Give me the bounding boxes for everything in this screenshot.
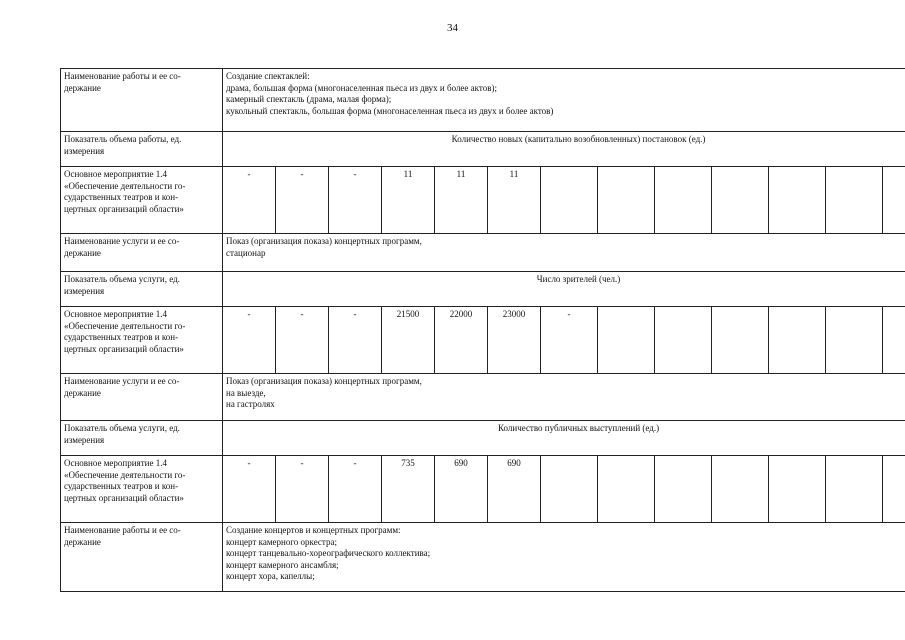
value-cell: 735: [382, 456, 435, 523]
value-cell: [598, 307, 655, 374]
value-cell: -: [223, 456, 276, 523]
name-label-cell: [61, 374, 223, 421]
value-cell: [826, 307, 883, 374]
activity-label-cell-line: «Обеспечение деятельности го-: [64, 320, 186, 331]
value-cell: 11: [382, 167, 435, 234]
table-row: [61, 456, 905, 523]
value-cell: [712, 307, 769, 374]
name-content-cell-line: концерт камерного ансамбля;: [226, 559, 339, 570]
activity-label-cell-line: цертных организаций области»: [64, 203, 184, 214]
indicator-label-cell-line: Показатель объема услуги, ед.: [64, 274, 180, 284]
value-cell: -: [223, 307, 276, 374]
table-row: [61, 272, 905, 307]
indicator-value-cell: Количество новых (капитально возобновленных) постановок (ед.): [223, 132, 905, 167]
value-cell: [655, 307, 712, 374]
value-cell: -: [276, 456, 329, 523]
value-cell: [712, 456, 769, 523]
indicator-value-cell: Количество публичных выступлений (ед.): [223, 421, 905, 456]
name-content-cell-line: камерный спектакль (драма, малая форма);: [226, 94, 392, 104]
name-content-cell-line: концерт хора, капеллы;: [226, 571, 315, 581]
name-content-cell-line: на выезде,: [226, 387, 266, 398]
value-cell: [826, 456, 883, 523]
activity-label-cell: [61, 307, 223, 374]
name-content-cell-line: стационар: [226, 247, 266, 258]
value-cell: -: [276, 167, 329, 234]
indicator-label-cell-line: Показатель объема работы, ед.: [64, 134, 182, 144]
value-cell: [883, 456, 905, 523]
name-content-cell: [223, 374, 905, 421]
value-cell: [598, 167, 655, 234]
table-row: [61, 69, 905, 132]
table-body: [61, 69, 905, 592]
value-cell: [655, 456, 712, 523]
value-cell: 21500: [382, 307, 435, 374]
activity-label-cell-line: «Обеспечение деятельности го-: [64, 469, 186, 480]
value-cell: [598, 456, 655, 523]
value-cell: [541, 167, 598, 234]
activity-label-cell-line: Основное мероприятие 1.4: [64, 309, 167, 319]
activity-label-cell-line: цертных организаций области»: [64, 492, 184, 503]
name-label-cell-line: держание: [64, 82, 101, 93]
activity-label-cell-line: сударственных театров и кон-: [64, 481, 179, 491]
activity-label-cell-line: «Обеспечение деятельности го-: [64, 180, 186, 191]
value-cell: [541, 456, 598, 523]
page-number: 34: [447, 22, 458, 34]
name-label-cell: [61, 234, 223, 272]
indicator-label-cell-line: измерения: [64, 434, 105, 445]
name-content-cell: [223, 523, 905, 592]
indicator-label-cell: [61, 272, 223, 307]
value-cell: [769, 307, 826, 374]
value-cell: -: [223, 167, 276, 234]
value-cell: [769, 167, 826, 234]
activity-label-cell: [61, 456, 223, 523]
table-row: [61, 421, 905, 456]
name-content-cell-line: кукольный спектакль, большая форма (многонаселенная пьеса из двух и более актов): [226, 105, 554, 116]
name-label-cell-line: Наименование услуги и ее со-: [64, 376, 180, 386]
plan-table: [60, 68, 905, 592]
value-cell: [883, 167, 905, 234]
activity-label-cell-line: сударственных театров и кон-: [64, 192, 179, 202]
indicator-label-cell: [61, 132, 223, 167]
name-label-cell-line: держание: [64, 387, 101, 398]
name-content-cell-line: Показ (организация показа) концертных программ,: [226, 236, 422, 246]
name-content-cell-line: Создание концертов и концертных программ:: [226, 525, 401, 535]
activity-label-cell-line: цертных организаций области»: [64, 343, 184, 354]
name-content-cell-line: драма, большая форма (многонаселенная пьеса из двух и более актов);: [226, 82, 497, 93]
indicator-label-cell-line: Показатель объема услуги, ед.: [64, 423, 180, 433]
name-label-cell-line: Наименование услуги и ее со-: [64, 236, 180, 246]
value-cell: [655, 167, 712, 234]
name-content-cell-line: концерт камерного оркестра;: [226, 536, 337, 547]
value-cell: 690: [488, 456, 541, 523]
name-label-cell-line: держание: [64, 536, 101, 547]
table-row: [61, 374, 905, 421]
activity-label-cell: [61, 167, 223, 234]
name-label-cell-line: Наименование работы и ее со-: [64, 525, 181, 535]
name-content-cell: [223, 69, 905, 132]
name-label-cell: [61, 523, 223, 592]
value-cell: 690: [435, 456, 488, 523]
name-content-cell: [223, 234, 905, 272]
name-content-cell-line: Создание спектаклей:: [226, 71, 310, 81]
value-cell: -: [276, 307, 329, 374]
activity-label-cell-line: Основное мероприятие 1.4: [64, 169, 167, 179]
value-cell: -: [541, 307, 598, 374]
indicator-label-cell-line: измерения: [64, 285, 105, 296]
indicator-value-cell: Число зрителей (чел.): [223, 272, 905, 307]
table-row: [61, 234, 905, 272]
indicator-label-cell: [61, 421, 223, 456]
value-cell: 23000: [488, 307, 541, 374]
name-label-cell-line: держание: [64, 247, 101, 258]
value-cell: 22000: [435, 307, 488, 374]
value-cell: [883, 307, 905, 374]
table-row: [61, 167, 905, 234]
table-row: [61, 132, 905, 167]
name-content-cell-line: на гастролях: [226, 399, 275, 409]
table-row: [61, 523, 905, 592]
value-cell: [769, 456, 826, 523]
activity-label-cell-line: сударственных театров и кон-: [64, 332, 179, 342]
name-label-cell-line: Наименование работы и ее со-: [64, 71, 181, 81]
name-content-cell-line: концерт танцевально-хореографического коллектива;: [226, 548, 431, 558]
value-cell: -: [329, 307, 382, 374]
value-cell: -: [329, 456, 382, 523]
value-cell: [826, 167, 883, 234]
value-cell: 11: [488, 167, 541, 234]
name-content-cell-line: Показ (организация показа) концертных программ,: [226, 376, 422, 386]
indicator-label-cell-line: измерения: [64, 145, 105, 156]
value-cell: 11: [435, 167, 488, 234]
value-cell: [712, 167, 769, 234]
table-row: [61, 307, 905, 374]
name-label-cell: [61, 69, 223, 132]
activity-label-cell-line: Основное мероприятие 1.4: [64, 458, 167, 468]
value-cell: -: [329, 167, 382, 234]
